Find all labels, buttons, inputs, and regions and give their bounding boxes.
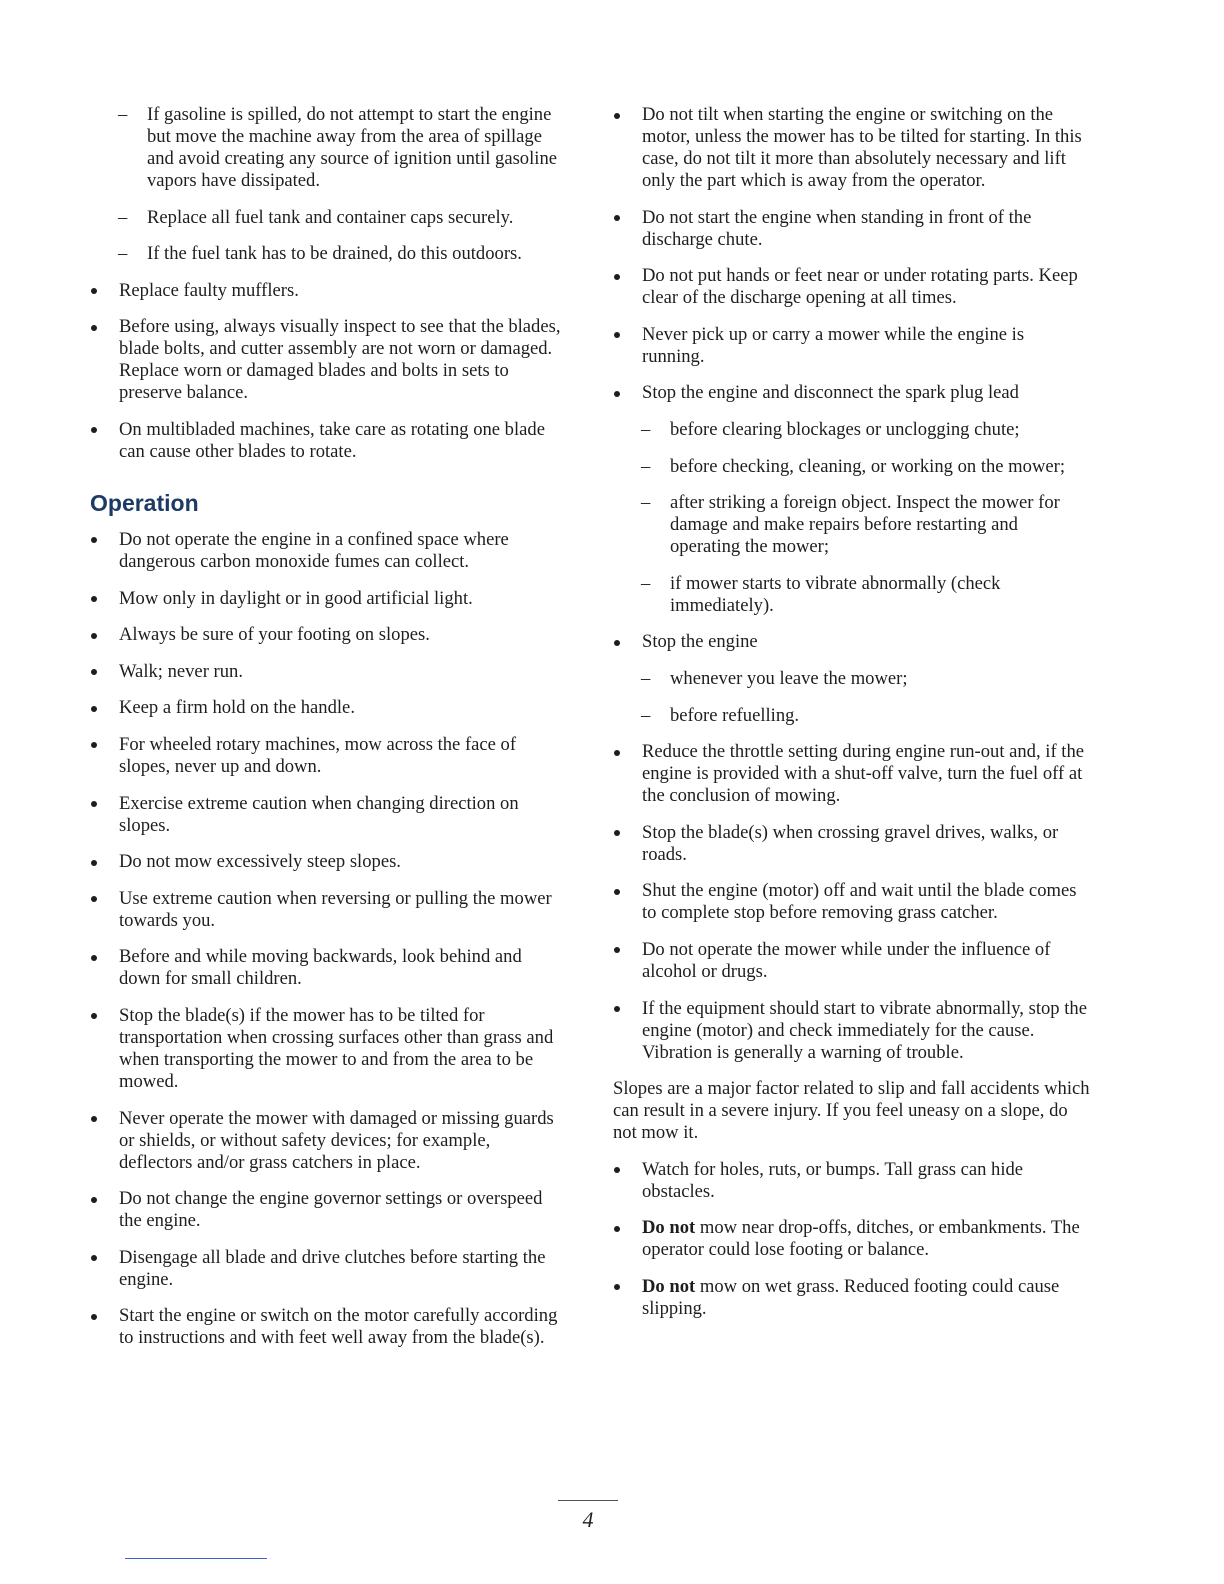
list-item: Exercise extreme caution when changing direction on slopes. — [90, 793, 566, 837]
footer-rule — [558, 1500, 618, 1501]
list-item: Do not operate the engine in a confined space where dangerous carbon monoxide fumes can collect. — [90, 529, 566, 573]
list-item: Do not mow on wet grass. Reduced footing could cause slipping. — [613, 1276, 1091, 1320]
list-item: Start the engine or switch on the motor carefully according to instructions and with feet well away from the blade(s). — [90, 1305, 566, 1349]
list-item: Never operate the mower with damaged or missing guards or shields, or without safety devices; for example, deflectors and/or grass catchers in place. — [90, 1108, 566, 1174]
page-number: 4 — [582, 1507, 594, 1532]
operation-list — [90, 529, 566, 1349]
list-item: Stop the engine — [613, 631, 1091, 653]
section-heading-operation: Operation — [90, 489, 199, 516]
list-item: On multibladed machines, take care as rotating one blade can cause other blades to rotate. — [90, 419, 566, 463]
list-item: For wheeled rotary machines, mow across the face of slopes, never up and down. — [90, 734, 566, 778]
list-item: Do not operate the mower while under the influence of alcohol or drugs. — [613, 939, 1091, 983]
slopes-list — [613, 1159, 1091, 1320]
list-item: Always be sure of your footing on slopes. — [90, 624, 566, 646]
right-list — [613, 104, 1091, 1064]
list-item: Reduce the throttle setting during engine run-out and, if the engine is provided with a shut-off valve, turn the fuel off at the conclusion of mowing. — [613, 741, 1091, 807]
emphasis-text: Do not — [642, 1217, 696, 1239]
list-item: Shut the engine (motor) off and wait until the blade comes to complete stop before removing grass catcher. — [613, 880, 1091, 924]
list-item: Stop the blade(s) if the mower has to be tilted for transportation when crossing surfaces other than grass and when transporting the mower to and from the area to be mowed. — [90, 1005, 566, 1093]
list-item: Stop the blade(s) when crossing gravel drives, walks, or roads. — [613, 822, 1091, 866]
sub-list-item: – after striking a foreign object. Inspect the mower for damage and make repairs before restarting and operating the mower; — [613, 492, 1091, 558]
right-column — [613, 104, 1091, 1334]
sub-list-item: – Replace all fuel tank and container caps securely. — [90, 207, 566, 229]
list-item: Mow only in daylight or in good artificial light. — [90, 588, 566, 610]
list-item: Stop the engine and disconnect the spark plug lead — [613, 382, 1091, 404]
list-item: Disengage all blade and drive clutches before starting the engine. — [90, 1247, 566, 1291]
emphasis-text: Do not — [642, 1275, 696, 1297]
sub-list-item: – if mower starts to vibrate abnormally (check immediately). — [613, 573, 1091, 617]
list-item: Never pick up or carry a mower while the engine is running. — [613, 324, 1091, 368]
list-item: Do not start the engine when standing in front of the discharge chute. — [613, 207, 1091, 251]
list-item: Do not change the engine governor settings or overspeed the engine. — [90, 1188, 566, 1232]
left-column — [90, 104, 566, 1364]
slopes-paragraph: Slopes are a major factor related to slip and fall accidents which can result in a severe injury. If you feel uneasy on a slope, do not mow it. — [613, 1078, 1090, 1144]
sub-list-item: – If the fuel tank has to be drained, do this outdoors. — [90, 243, 566, 265]
sub-list-item: – before checking, cleaning, or working on the mower; — [613, 456, 1091, 478]
footer-link-line — [125, 1558, 267, 1559]
sub-list-item: – before clearing blockages or unclogging chute; — [613, 419, 1091, 441]
sub-list-item: – If gasoline is spilled, do not attempt to start the engine but move the machine away from the area of spillage and avoid creating any source of ignition until gasoline vapors have dissipated. — [90, 104, 566, 192]
list-item: Do not put hands or feet near or under rotating parts. Keep clear of the discharge opening at all times. — [613, 265, 1091, 309]
list-item: Walk; never run. — [90, 661, 566, 683]
sub-list-item: – whenever you leave the mower; — [613, 668, 1091, 690]
list-item: Do not mow near drop-offs, ditches, or embankments. The operator could lose footing or balance. — [613, 1217, 1091, 1261]
list-item: Do not tilt when starting the engine or switching on the motor, unless the mower has to be tilted for starting. In this case, do not tilt it more than absolutely necessary and lift only the part which is away from the operator. — [613, 104, 1091, 192]
list-item: Before and while moving backwards, look behind and down for small children. — [90, 946, 566, 990]
list-item: Replace faulty mufflers. — [90, 280, 566, 302]
list-item: Keep a firm hold on the handle. — [90, 697, 566, 719]
list-item: Use extreme caution when reversing or pulling the mower towards you. — [90, 888, 566, 932]
sub-list-item: – before refuelling. — [613, 705, 1091, 727]
list-item: Watch for holes, ruts, or bumps. Tall grass can hide obstacles. — [613, 1159, 1091, 1203]
list-item: Before using, always visually inspect to see that the blades, blade bolts, and cutter assembly are not worn or damaged. Replace worn or damaged blades and bolts in sets to preserve balance. — [90, 316, 566, 404]
list-item: If the equipment should start to vibrate abnormally, stop the engine (motor) and check immediately for the cause. Vibration is generally a warning of trouble. — [613, 998, 1091, 1064]
left-top-list — [90, 104, 566, 463]
list-item: Do not mow excessively steep slopes. — [90, 851, 566, 873]
